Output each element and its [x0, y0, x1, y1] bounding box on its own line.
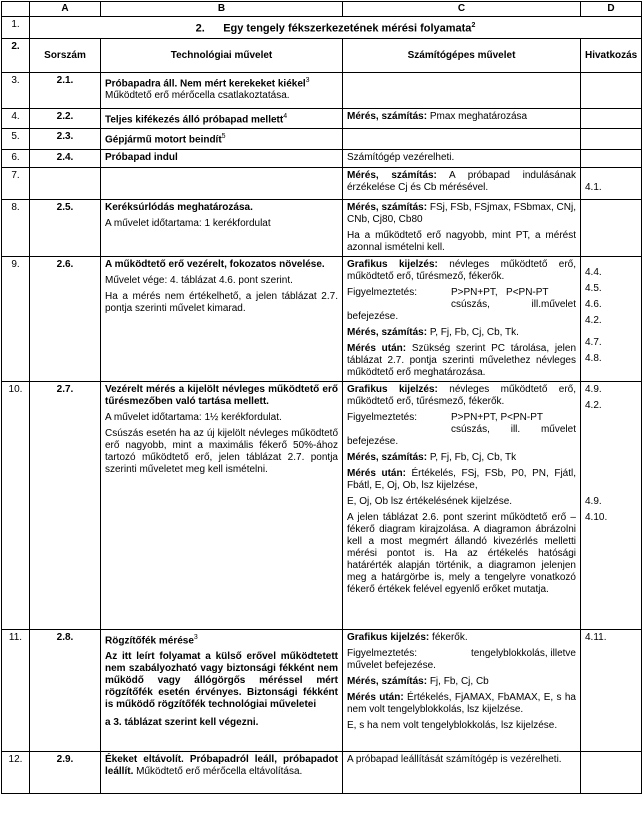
table-row [2, 256, 642, 381]
step-number: 2.2. [30, 109, 101, 129]
operation-text: A művelet időtartama: 1 kerékfordulat [105, 217, 271, 229]
reference [581, 129, 642, 149]
header-szamitogepes-muvelet: Számítógépes művelet [343, 39, 581, 73]
row-number: 12. [2, 751, 30, 793]
table-row [2, 381, 642, 629]
row-number: 6. [2, 149, 30, 167]
table-row [2, 167, 642, 199]
reference-value: 4.9. [585, 383, 602, 395]
technology-operation [101, 256, 343, 381]
reference-value: 4.11. [585, 631, 607, 643]
header-technologiai-muvelet: Technológiai művelet [101, 39, 343, 73]
after-text: Értékelés, FSj, FSb, P0, PN, Fjátl, Fbátl, E, Oj, Ob, lsz kijelzése, [347, 467, 577, 491]
table-row [2, 129, 642, 149]
warning-condition: P>PN+PT, P<PN-PT [451, 286, 549, 298]
reference-value: 4.6. [585, 298, 602, 310]
after-label: Mérés után: [347, 691, 404, 703]
step-number: 2.3. [30, 129, 101, 149]
table-row [2, 751, 642, 793]
operation-text: A művelet időtartama: 1½ kerékfordulat. [105, 411, 282, 423]
header-hivatkozas: Hivatkozás [581, 39, 642, 73]
title-row [2, 17, 642, 39]
operation-instruction: a 3. táblázat szerint kell végezni. [105, 716, 259, 728]
column-letter-row [2, 2, 642, 17]
table-row [2, 73, 642, 109]
footnote-ref: 5 [221, 133, 226, 141]
graphic-text: fékerők. [432, 631, 468, 643]
graphic-label: Grafikus kijelzés: [347, 383, 438, 395]
evaluation-display: E, s ha nem volt tengelyblokkolás, lsz kijelzése. [347, 719, 558, 731]
row-number: 9. [2, 256, 30, 381]
graphic-label: Grafikus kijelzés: [347, 258, 438, 270]
computer-operation [343, 381, 581, 629]
step-number: 2.6. [30, 256, 101, 381]
technology-operation [101, 109, 343, 129]
operation-note: Ha a mérés nem értékelhető, a jelen táblázat 2.7. pontja szerinti művelet kimarad. [105, 290, 338, 314]
warning-label: Figyelmeztetés: [347, 647, 418, 659]
graphic-label: Grafikus kijelzés: [347, 631, 430, 643]
table-row [2, 629, 642, 751]
warning-action: művelet befejezése. [347, 659, 436, 671]
reference [581, 381, 642, 629]
computer-operation [343, 129, 581, 149]
header-row [2, 39, 642, 73]
technology-operation [101, 149, 343, 167]
warning-label: Figyelmeztetés: [347, 411, 418, 423]
graphic-text: névleges működtető erő, működtető erő, tűrésmező, fékerők. [347, 258, 576, 282]
measurement-table [1, 1, 642, 794]
row-number: 10. [2, 381, 30, 629]
reference-value: 4.4. [585, 266, 602, 278]
reference-value: 4.1. [585, 181, 602, 193]
step-number: 2.1. [30, 73, 101, 109]
footnote-ref: 3 [193, 633, 198, 641]
operation-title: Rögzítőfék mérése [105, 634, 194, 646]
header-sorszam: Sorszám [30, 39, 101, 73]
warning-action: csúszás, ill. művelet befejezése. [347, 423, 576, 447]
after-label: Mérés után: [347, 342, 407, 354]
computer-operation [343, 109, 581, 129]
reference-value: 4.2. [585, 399, 602, 411]
technology-operation [101, 73, 343, 109]
operation-title: Teljes kifékezés álló próbapad mellett [105, 114, 284, 126]
operation-text: Művelet vége: 4. táblázat 4.6. pont szerint. [105, 274, 293, 286]
step-number: 2.7. [30, 381, 101, 629]
after-text: Szükség szerint PC tárolása, jelen táblázat 2.7. pontja szerinti művelethez névleges működtető erő meghatározása. [347, 342, 577, 378]
measure-text: P, Fj, Fb, Cj, Cb, Tk. [429, 326, 519, 338]
operation-title: Ékeket eltávolít. Próbapadról leáll, próbapadot leállít. [105, 753, 338, 777]
computer-operation: Számítógép vezérelheti. [343, 149, 581, 167]
operation-text: Működtető erő mérőcella csatlakoztatása. [105, 90, 290, 102]
measure-text: P, Fj, Fb, Cj, Cb, Tk [429, 451, 517, 463]
column-letter-d: D [581, 2, 642, 17]
table-title [30, 17, 642, 39]
computer-operation: A próbapad leállítását számítógép is vezérelheti. [343, 751, 581, 793]
reference-value: 4.8. [585, 352, 602, 364]
operation-title: Keréksúrlódás meghatározása. [105, 201, 253, 213]
diagram-text: A jelen táblázat 2.6. pont szerint működtető erő – fékerő diagram kirajzolása. A diagramon ábrázolni kell a most megmért állandó kivezérlés melletti mérési pontot is. Ha az értékelés hatósági határérték alapján történik, a diagramon jelenjen meg a határgörbe is, mely a tengelyre vonatkozó fékerő értékek felével egyenlő erőket mutatja. [347, 511, 576, 595]
technology-operation [101, 129, 343, 149]
reference-value: 4.7. [585, 336, 602, 348]
computer-operation [343, 629, 581, 751]
warning-condition: tengelyblokkolás, illetve [470, 647, 576, 659]
computer-operation [343, 73, 581, 109]
operation-title: Gépjármű motort beindít [105, 134, 222, 146]
table-row [2, 149, 642, 167]
reference [581, 199, 642, 256]
reference [581, 149, 642, 167]
warning-label: Figyelmeztetés: [347, 286, 418, 298]
column-letter-a: A [30, 2, 101, 17]
after-label: Mérés után: [347, 467, 406, 479]
technology-operation [101, 199, 343, 256]
column-letter-c: C [343, 2, 581, 17]
row-number: 2. [2, 39, 30, 73]
technology-operation [101, 167, 343, 199]
corner-cell [2, 2, 30, 17]
computer-note: Ha a működtető erő nagyobb, mint PT, a mérést azonnal ismételni kell. [347, 229, 576, 253]
reference-value: 4.9. [585, 495, 602, 507]
step-number: 2.5. [30, 199, 101, 256]
technology-operation [101, 381, 343, 629]
computer-text: Pmax meghatározása [429, 111, 528, 122]
operation-note: Csúszás esetén ha az új kijelölt névleges működtető erő nagyobb, mint a maximális fékerő 50%-ához tartozó működtető erő, jelen táblázat 2.7. pontja szerinti műveletet meg kell ismételni. [105, 427, 338, 475]
row-number: 5. [2, 129, 30, 149]
warning-condition: P>PN+PT, P<PN-PT [451, 411, 543, 423]
row-number: 3. [2, 73, 30, 109]
operation-text: Működtető erő mérőcella eltávolítása. [136, 765, 303, 777]
measure-text: Fj, Fb, Cj, Cb [429, 675, 489, 687]
reference [581, 751, 642, 793]
measure-label: Mérés, számítás: [347, 451, 428, 463]
reference-value: 4.10. [585, 511, 608, 523]
reference [581, 629, 642, 751]
row-number: 11. [2, 629, 30, 751]
computer-operation [343, 256, 581, 381]
footnote-ref: 3 [305, 77, 310, 84]
step-number: 2.4. [30, 149, 101, 167]
footnote-ref: 4 [283, 113, 288, 120]
computer-text: FSj, FSb, FSjmax, FSbmax, CNj, CNb, Cj80, Cb80 [347, 201, 576, 225]
computer-label: Mérés, számítás: [347, 169, 437, 181]
title-text: Egy tengely fékszerkezetének mérési folyamata [223, 22, 472, 35]
reference [581, 167, 642, 199]
operation-title: Próbapadra áll. Nem mért kerekeket kiékel [105, 78, 306, 90]
reference [581, 256, 642, 381]
computer-operation [343, 167, 581, 199]
reference-value: 4.5. [585, 282, 602, 294]
technology-operation [101, 629, 343, 751]
title-number: 2. [195, 22, 205, 35]
title-footnote: 2 [471, 22, 476, 30]
operation-title: Próbapad indul [105, 151, 178, 163]
computer-text: A próbapad indulásának érzékelése Cj és Cb mérésével. [347, 169, 576, 193]
step-number: 2.8. [30, 629, 101, 751]
step-number: 2.9. [30, 751, 101, 793]
operation-title: A működtető erő vezérelt, fokozatos növelése. [105, 258, 325, 270]
measure-label: Mérés, számítás: [347, 326, 428, 338]
table-row [2, 109, 642, 129]
row-number: 1. [2, 17, 30, 39]
row-number: 8. [2, 199, 30, 256]
row-number: 7. [2, 167, 30, 199]
warning-action: csúszás, ill.művelet befejezése. [347, 298, 576, 322]
reference [581, 109, 642, 129]
operation-title: Vezérelt mérés a kijelölt névleges működtető erő tűrésmezőben való tartása mellett. [105, 383, 338, 407]
computer-operation [343, 199, 581, 256]
computer-label: Mérés, számítás: [347, 111, 428, 122]
after-text: Értékelés, FjAMAX, FbAMAX, E, s ha nem volt tengelyblokkolás, lsz kijelzése. [347, 691, 576, 715]
row-number: 4. [2, 109, 30, 129]
computer-label: Mérés, számítás: [347, 201, 428, 213]
graphic-text: névleges működtető erő, működtető erő, tűrésmező, fékerők. [347, 383, 576, 407]
table-row [2, 199, 642, 256]
operation-condition: Az itt leírt folyamat a külső erővel működtetett nem szabályozható vagy biztonsági fékként nem működő vagy állógörgős méréssel mért rögzítőfék esetén érvényes. Biztonsági fékként is működő rögzítőfék technológiai műveletei [105, 650, 338, 710]
reference [581, 73, 642, 109]
step-number [30, 167, 101, 199]
technology-operation [101, 751, 343, 793]
column-letter-b: B [101, 2, 343, 17]
reference-value: 4.2. [585, 314, 602, 326]
measure-label: Mérés, számítás: [347, 675, 428, 687]
evaluation-display: E, Oj, Ob lsz értékelésének kijelzése. [347, 495, 513, 507]
